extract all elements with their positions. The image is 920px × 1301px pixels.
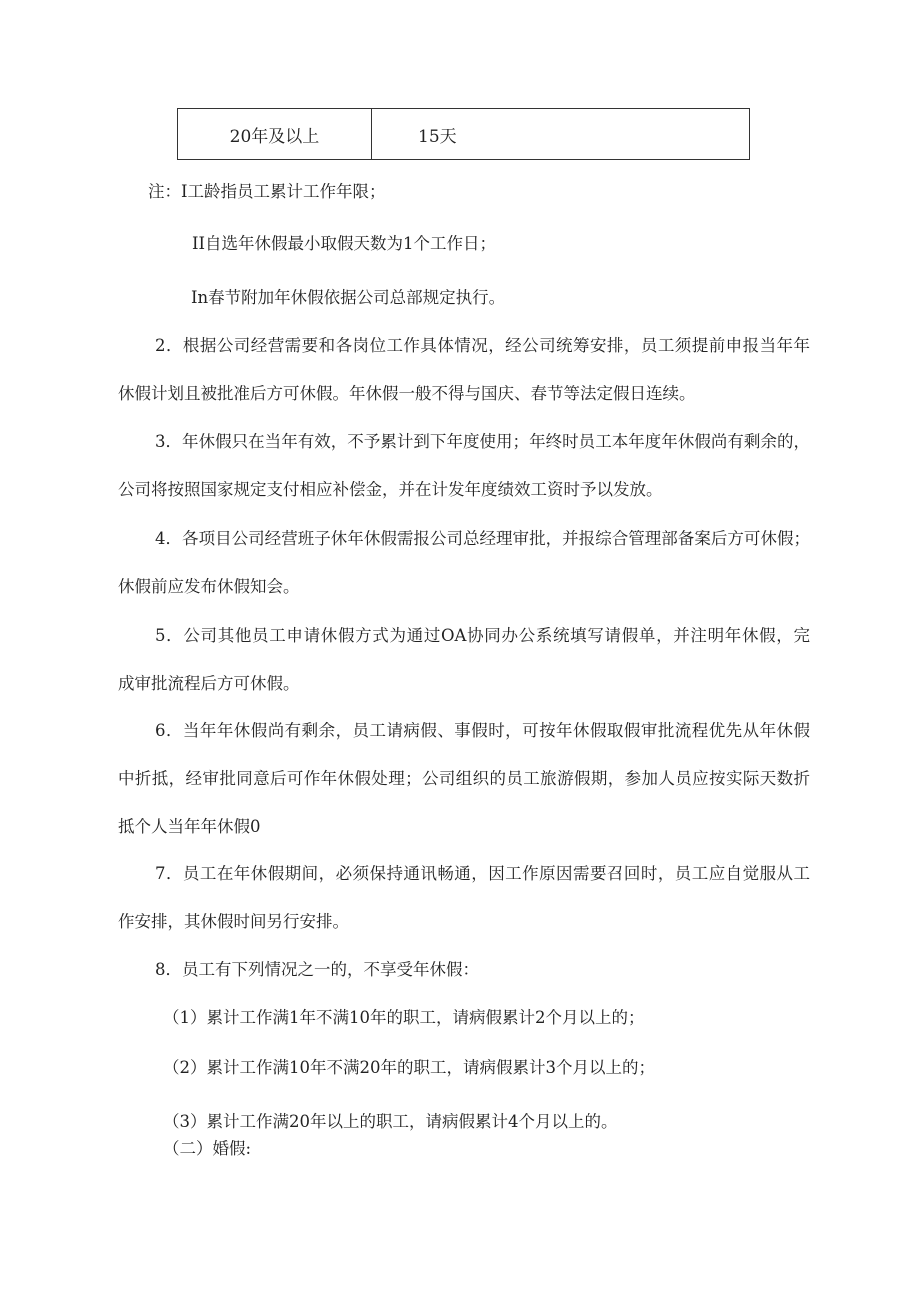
section-heading-marriage-leave: （二）婚假: [163, 1139, 252, 1158]
item-5-line-2: 成审批流程后方可休假。 [118, 674, 300, 693]
item-2-line-1: 2．根据公司经营需要和各岗位工作具体情况，经公司统筹安排，员工须提前申报当年年 [155, 336, 810, 355]
item-7-line-2: 作安排，其休假时间另行安排。 [118, 912, 349, 931]
item-8-sub-3: （3）累计工作满20年以上的职工，请病假累计4个月以上的。 [163, 1112, 618, 1131]
item-6-line-3: 抵个人当年年休假0 [118, 817, 261, 836]
table-cell-days: 15天 [418, 126, 457, 147]
item-8-sub-1: （1）累计工作满1年不满10年的职工，请病假累计2个月以上的； [163, 1008, 645, 1027]
item-2-line-2: 休假计划且被批准后方可休假。年休假一般不得与国庆、春节等法定假日连续。 [118, 384, 696, 403]
item-3-line-2: 公司将按照国家规定支付相应补偿金，并在计发年度绩效工资时予以发放。 [118, 480, 663, 499]
table-cell-years: 20年及以上 [178, 109, 372, 159]
item-4-line-1: 4．各项目公司经营班子休年休假需报公司总经理审批，并报综合管理部备案后方可休假； [155, 529, 810, 548]
item-6-line-2: 中折抵，经审批同意后可作年休假处理；公司组织的员工旅游假期，参加人员应按实际天数折 [118, 769, 810, 788]
leave-table [177, 108, 750, 160]
note-line-2: II自选年休假最小取假天数为1个工作日； [192, 234, 497, 253]
item-8-line-1: 8．员工有下列情况之一的，不享受年休假： [155, 960, 479, 979]
item-7-line-1: 7．员工在年休假期间，必须保持通讯畅通，因工作原因需要召回时，员工应自觉服从工 [155, 864, 810, 883]
item-6-line-1: 6．当年年休假尚有剩余，员工请病假、事假时，可按年休假取假审批流程优先从年休假 [155, 721, 810, 740]
item-8-sub-2: （2）累计工作满10年不满20年的职工，请病假累计3个月以上的； [163, 1058, 655, 1077]
note-line-3: In春节附加年休假依据公司总部规定执行。 [191, 288, 506, 307]
note-line-1: 注：I工龄指员工累计工作年限； [148, 182, 386, 201]
item-5-line-1: 5．公司其他员工申请休假方式为通过OA协同办公系统填写请假单，并注明年休假，完 [155, 626, 810, 645]
item-4-line-2: 休假前应发布休假知会。 [118, 577, 300, 596]
item-3-line-1: 3．年休假只在当年有效，不予累计到下年度使用；年终时员工本年度年休假尚有剩余的， [155, 432, 810, 451]
